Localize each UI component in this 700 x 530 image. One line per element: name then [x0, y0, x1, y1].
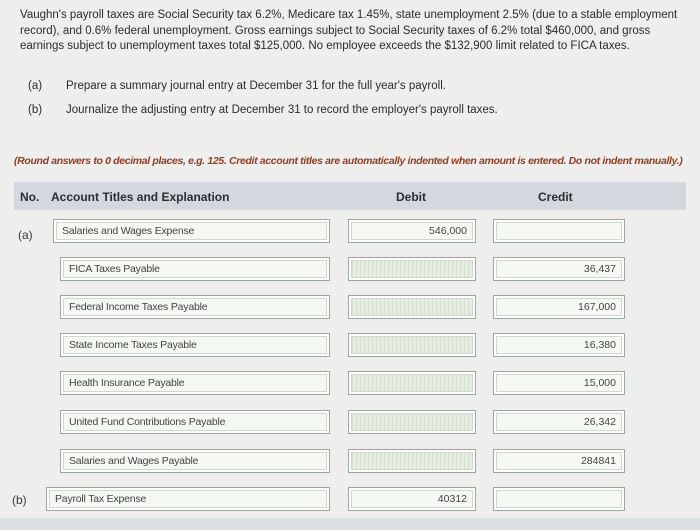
credit-field[interactable]	[493, 219, 625, 243]
requirement-a-tag: (a)	[28, 80, 43, 92]
credit-field[interactable]: 26,342	[493, 410, 625, 434]
account-field[interactable]: Salaries and Wages Expense	[53, 219, 330, 243]
debit-field[interactable]	[348, 449, 476, 473]
header-account: Account Titles and Explanation	[51, 190, 230, 204]
rounding-instruction: (Round answers to 0 decimal places, e.g. 125. Credit account titles are automatically indented when amount is entered. Do not indent manually.)	[14, 155, 683, 167]
account-field[interactable]: United Fund Contributions Payable	[60, 410, 330, 434]
account-field[interactable]: Federal Income Taxes Payable	[60, 295, 330, 319]
credit-field[interactable]: 284841	[493, 449, 625, 473]
row-label-a: (a)	[18, 228, 33, 242]
debit-field[interactable]	[348, 257, 476, 281]
account-field[interactable]: State Income Taxes Payable	[60, 333, 330, 357]
account-field[interactable]: Salaries and Wages Payable	[60, 449, 330, 473]
debit-field[interactable]	[348, 333, 476, 357]
problem-statement: Vaughn's payroll taxes are Social Security tax 6.2%, Medicare tax 1.45%, state unemployment 2.5% (due to a stable employment record), and 0.6% federal unemployment. Gross earnings subject to Social Security taxes of 6.2% total $460,000, and gross earnings subject to unemployment taxes total $125,000. No employee exceeds the $132,900 limit related to FICA taxes.	[20, 9, 678, 52]
account-field[interactable]: Health Insurance Payable	[60, 371, 330, 395]
next-row-strip	[0, 518, 700, 530]
header-credit: Credit	[538, 190, 573, 204]
header-debit: Debit	[396, 190, 426, 204]
debit-field[interactable]	[348, 371, 476, 395]
requirement-a-text: Prepare a summary journal entry at December 31 for the full year's payroll.	[66, 80, 446, 92]
debit-field[interactable]: 546,000	[348, 219, 476, 243]
debit-field[interactable]: 40312	[348, 487, 476, 511]
debit-field[interactable]	[348, 410, 476, 434]
requirement-b-text: Journalize the adjusting entry at December 31 to record the employer's payroll taxes.	[66, 104, 498, 116]
credit-field[interactable]: 167,000	[493, 295, 625, 319]
requirement-b-tag: (b)	[28, 104, 43, 116]
account-field[interactable]: FICA Taxes Payable	[60, 257, 330, 281]
credit-field[interactable]: 15,000	[493, 371, 625, 395]
account-field[interactable]: Payroll Tax Expense	[46, 487, 330, 511]
debit-field[interactable]	[348, 295, 476, 319]
table-header	[14, 182, 686, 210]
header-no: No.	[20, 190, 40, 204]
row-label-b: (b)	[12, 493, 27, 507]
credit-field[interactable]	[493, 487, 625, 511]
credit-field[interactable]: 16,380	[493, 333, 625, 357]
credit-field[interactable]: 36,437	[493, 257, 625, 281]
